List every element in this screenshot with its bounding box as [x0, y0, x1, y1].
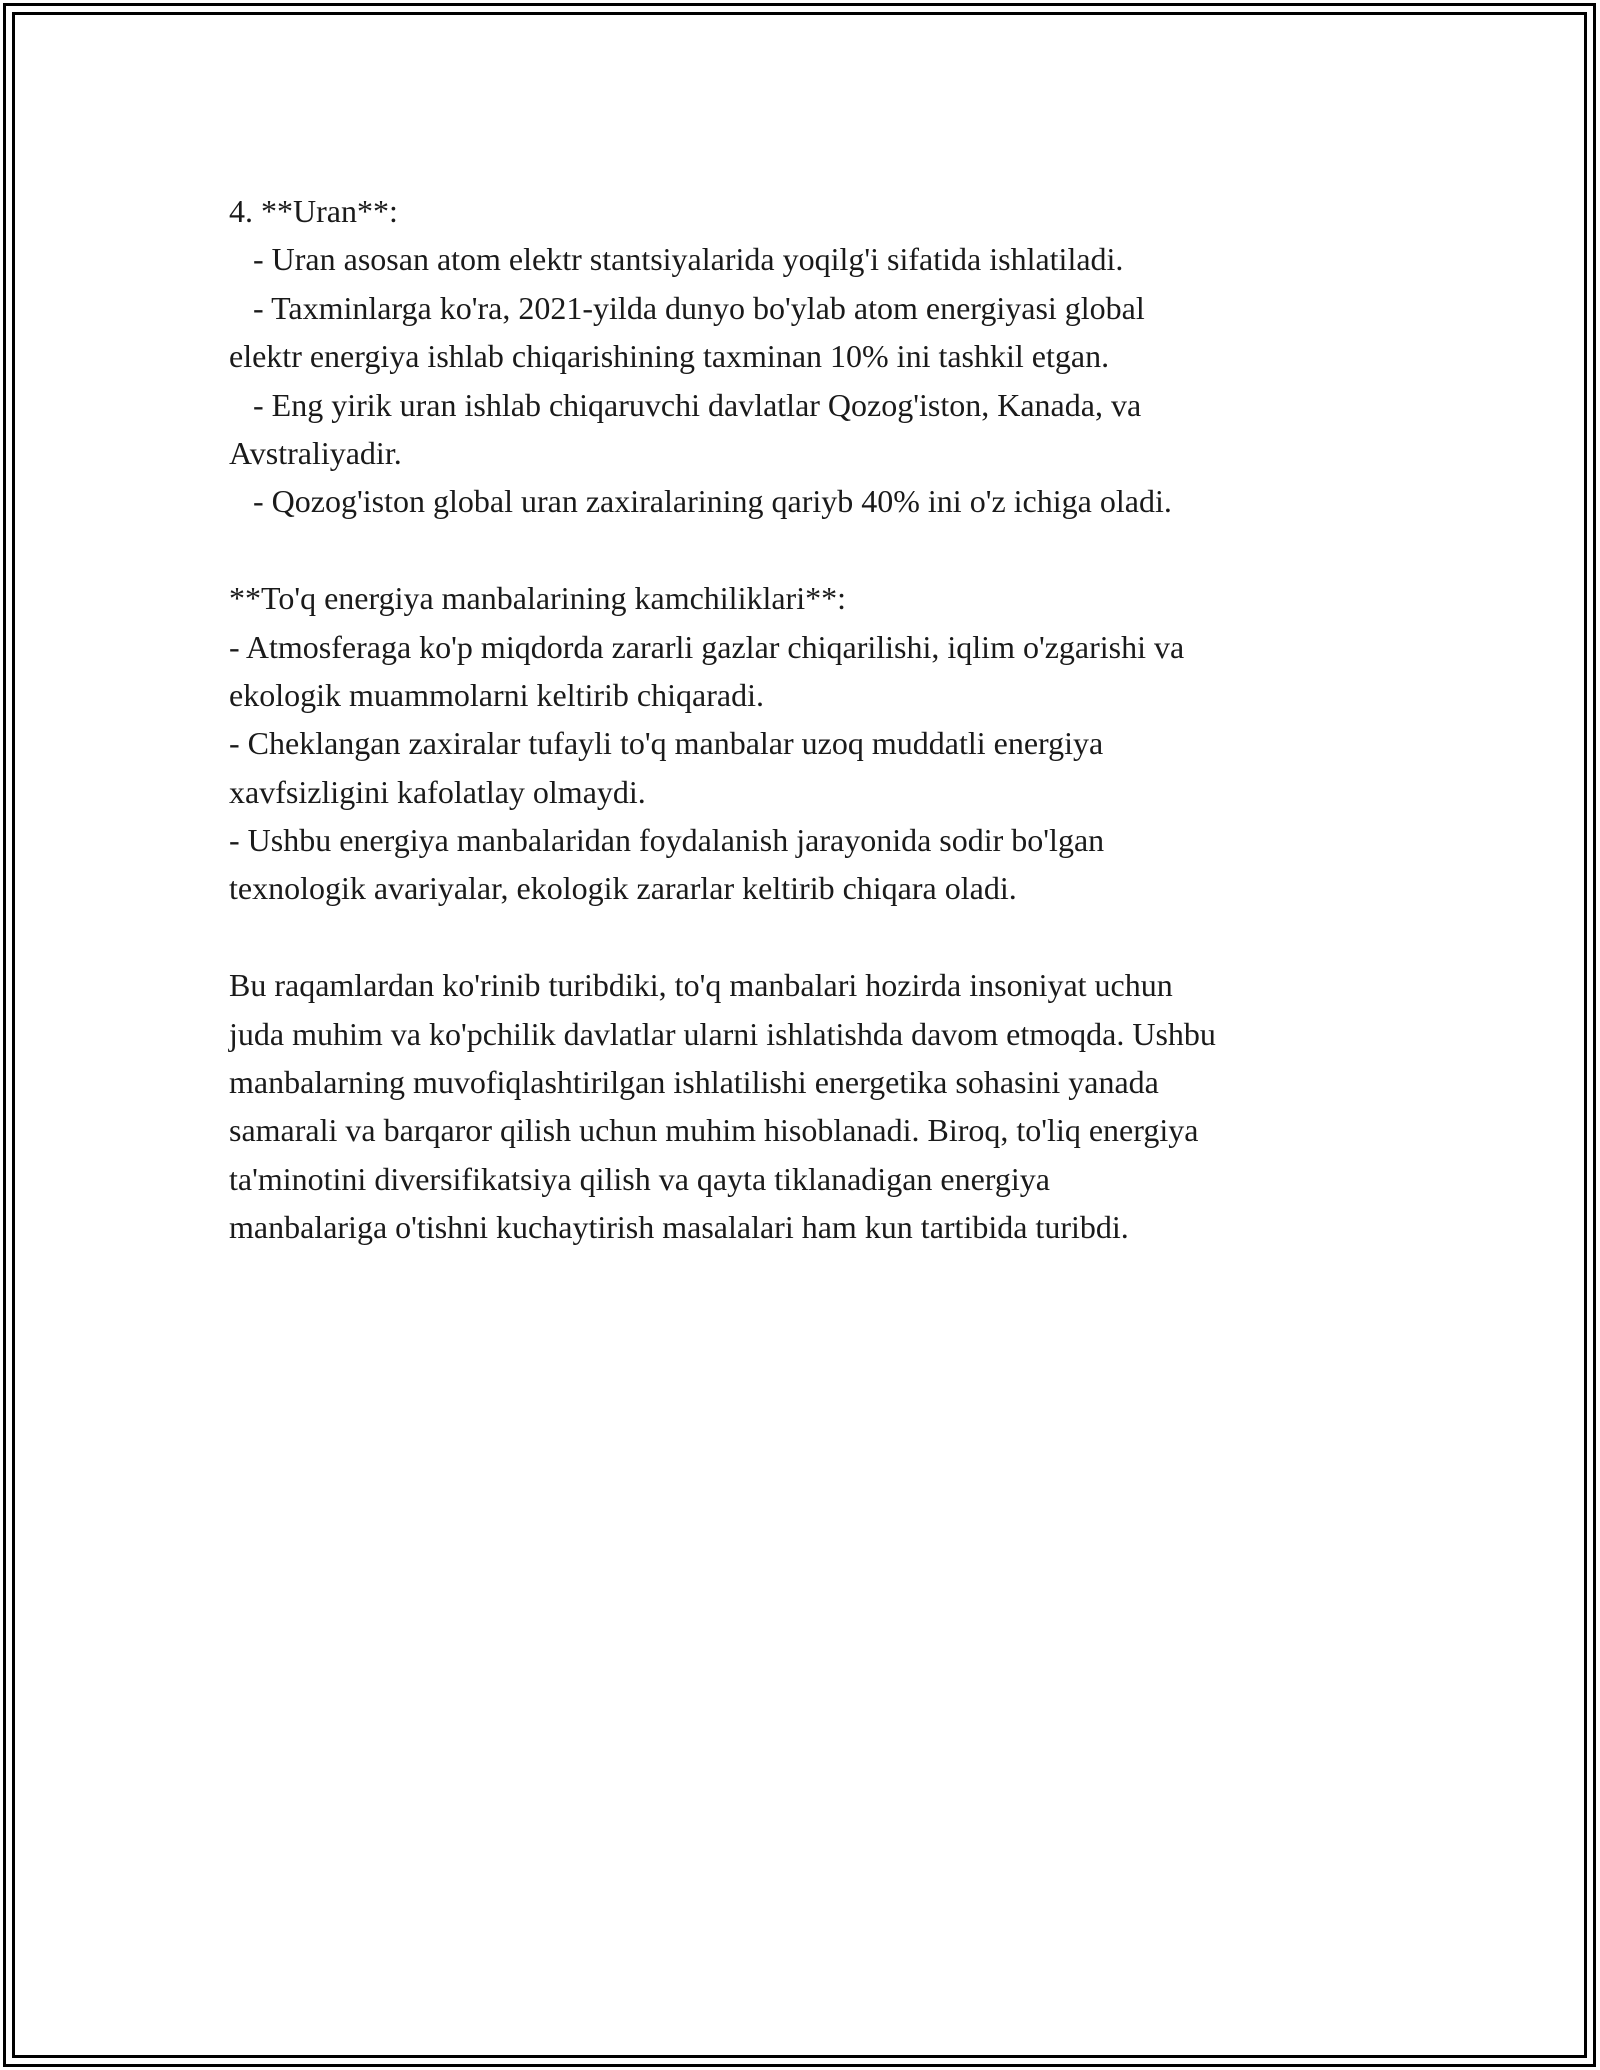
conclusion-line-4: samarali va barqaror qilish uchun muhim hisoblanadi. Biroq, to'liq energiya: [229, 1112, 1199, 1149]
section-uran: [229, 187, 1389, 526]
conclusion-line-5: ta'minotini diversifikatsiya qilish va qayta tiklanadigan energiya: [229, 1160, 1050, 1197]
document-body: [229, 187, 1389, 1252]
drawback-item-3-line-2: texnologik avariyalar, ekologik zararlar keltirib chiqara oladi.: [229, 870, 1017, 907]
drawback-item-2-line-2: xavfsizligini kafolatlay olmaydi.: [229, 773, 646, 810]
conclusion-paragraph: [229, 961, 1389, 1251]
section-heading-drawbacks: **To'q energiya manbalarining kamchiliklari**:: [229, 580, 846, 617]
paragraph-spacer: [229, 526, 1389, 574]
section-drawbacks: [229, 574, 1389, 913]
uran-bullet-3-line-2: Avstraliyadir.: [229, 434, 402, 471]
conclusion-line-3: manbalarning muvofiqlashtirilgan ishlatilishi energetika sohasini yanada: [229, 1064, 1159, 1101]
uran-bullet-1: - Uran asosan atom elektr stantsiyalarida yoqilg'i sifatida ishlatiladi.: [229, 241, 1124, 278]
drawback-item-2-line-1: - Cheklangan zaxiralar tufayli to'q manbalar uzoq muddatli energiya: [229, 725, 1104, 762]
drawback-item-1-line-2: ekologik muammolarni keltirib chiqaradi.: [229, 676, 764, 713]
uran-bullet-3-line-1: - Eng yirik uran ishlab chiqaruvchi davlatlar Qozog'iston, Kanada, va: [229, 386, 1142, 423]
section-heading-uran: 4. **Uran**:: [229, 193, 398, 229]
paragraph-spacer: [229, 913, 1389, 961]
uran-bullet-2-line-1: - Taxminlarga ko'ra, 2021-yilda dunyo bo'ylab atom energiyasi global: [229, 289, 1145, 326]
conclusion-line-1: Bu raqamlardan ko'rinib turibdiki, to'q manbalari hozirda insoniyat uchun: [229, 967, 1173, 1004]
drawback-item-1-line-1: - Atmosferaga ko'p miqdorda zararli gazlar chiqarilishi, iqlim o'zgarishi va: [229, 628, 1185, 665]
conclusion-line-6: manbalariga o'tishni kuchaytirish masalalari ham kun tartibida turibdi.: [229, 1209, 1129, 1246]
uran-bullet-4: - Qozog'iston global uran zaxiralarining qariyb 40% ini o'z ichiga oladi.: [229, 483, 1172, 520]
uran-bullet-2-line-2: elektr energiya ishlab chiqarishining taxminan 10% ini tashkil etgan.: [229, 338, 1110, 375]
conclusion-line-2: juda muhim va ko'pchilik davlatlar ularni ishlatishda davom etmoqda. Ushbu: [229, 1015, 1216, 1052]
drawback-item-3-line-1: - Ushbu energiya manbalaridan foydalanish jarayonida sodir bo'lgan: [229, 822, 1105, 859]
